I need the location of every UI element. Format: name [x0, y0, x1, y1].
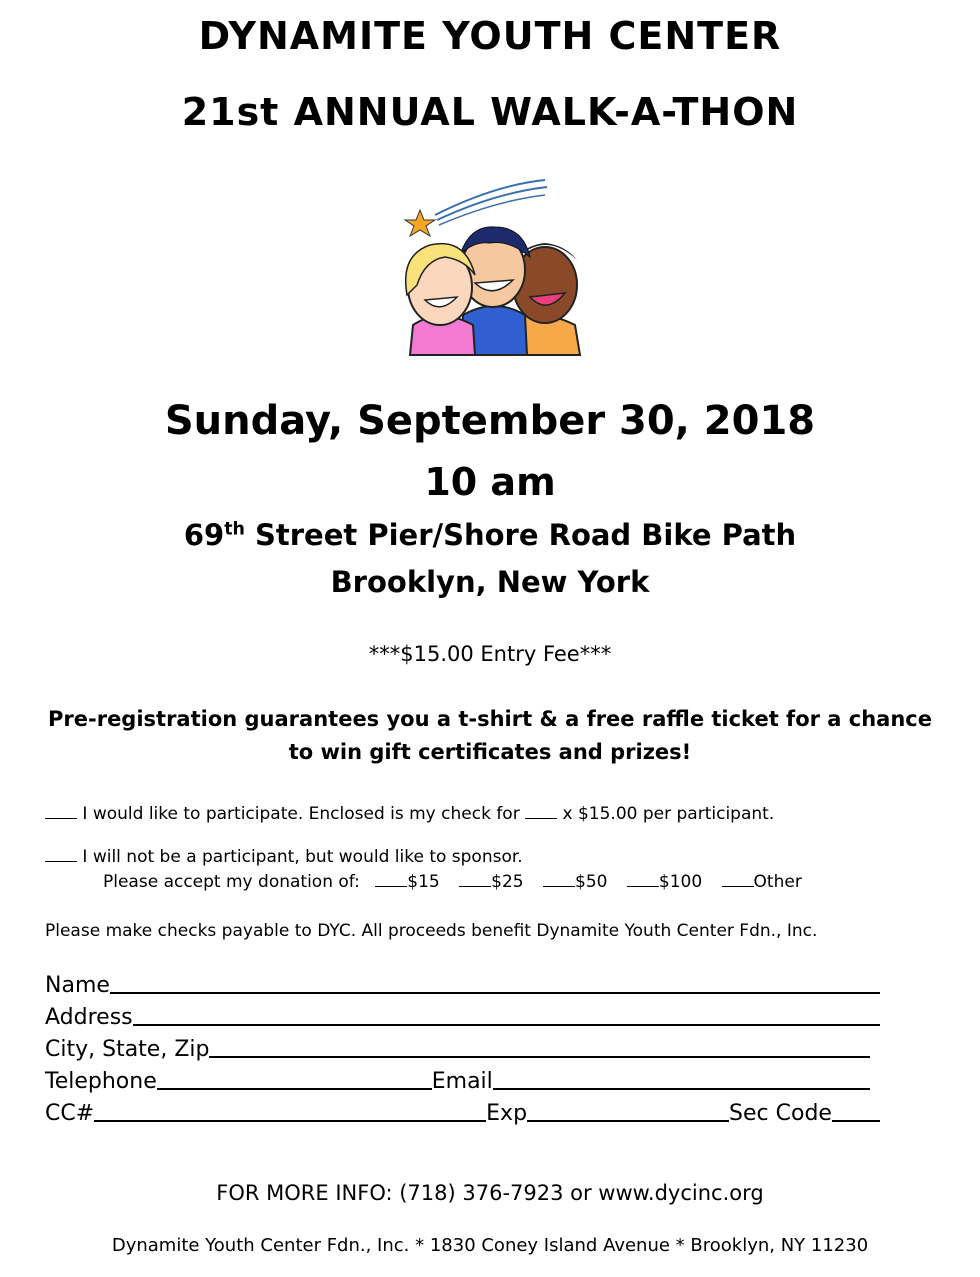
- cc-input-line[interactable]: [94, 1100, 486, 1122]
- sponsor-option: I will not be a participant, but would like to sponsor.: [45, 845, 945, 867]
- donation-25-line[interactable]: [459, 870, 491, 887]
- telephone-input-line[interactable]: [157, 1068, 432, 1090]
- donation-other-line[interactable]: [722, 870, 754, 887]
- payable-note: Please make checks payable to DYC. All proceeds benefit Dynamite Youth Center Fdn., Inc.: [45, 921, 818, 941]
- payment-field: CC# Exp Sec Code: [45, 1100, 880, 1126]
- telephone-email-field: Telephone Email: [45, 1068, 870, 1094]
- page-title: DYNAMITE YOUTH CENTER: [198, 14, 782, 58]
- participate-option: I would like to participate. Enclosed is my check for x $15.00 per participant.: [45, 802, 945, 824]
- event-title: 21st ANNUAL WALK-A-THON: [181, 90, 799, 134]
- exp-input-line[interactable]: [527, 1100, 729, 1122]
- participant-count-line[interactable]: [525, 802, 557, 819]
- donation-100-line[interactable]: [627, 870, 659, 887]
- address-field: Address: [45, 1004, 880, 1030]
- event-location: 69th Street Pier/Shore Road Bike Path: [183, 518, 797, 552]
- email-input-line[interactable]: [493, 1068, 870, 1090]
- city-state-zip-field: City, State, Zip: [45, 1036, 870, 1062]
- participate-checkbox-line[interactable]: [45, 802, 77, 819]
- address-input-line[interactable]: [133, 1004, 880, 1026]
- donation-row: Please accept my donation of: $15 $25 $50 $100 Other: [103, 872, 802, 892]
- name-field: Name: [45, 972, 880, 998]
- kids-illustration: [395, 175, 595, 360]
- event-time: 10 am: [424, 460, 556, 504]
- event-city: Brooklyn, New York: [330, 565, 650, 599]
- donation-15-line[interactable]: [375, 870, 407, 887]
- footer-address: Dynamite Youth Center Fdn., Inc. * 1830 Coney Island Avenue * Brooklyn, NY 11230: [111, 1235, 869, 1256]
- preregistration-note: Pre-registration guarantees you a t-shirt & a free raffle ticket for a chance to win gift certificates and prizes!: [48, 707, 932, 764]
- more-info: FOR MORE INFO: (718) 376-7923 or www.dycinc.org: [216, 1181, 764, 1205]
- kid-left: [406, 244, 475, 355]
- sec-code-input-line[interactable]: [832, 1100, 880, 1122]
- entry-fee: ***$15.00 Entry Fee***: [368, 642, 612, 666]
- city-state-zip-input-line[interactable]: [209, 1036, 870, 1058]
- event-date: Sunday, September 30, 2018: [164, 398, 816, 444]
- donation-50-line[interactable]: [543, 870, 575, 887]
- shooting-star-icon: [405, 180, 547, 236]
- sponsor-checkbox-line[interactable]: [45, 845, 77, 862]
- name-input-line[interactable]: [110, 972, 880, 994]
